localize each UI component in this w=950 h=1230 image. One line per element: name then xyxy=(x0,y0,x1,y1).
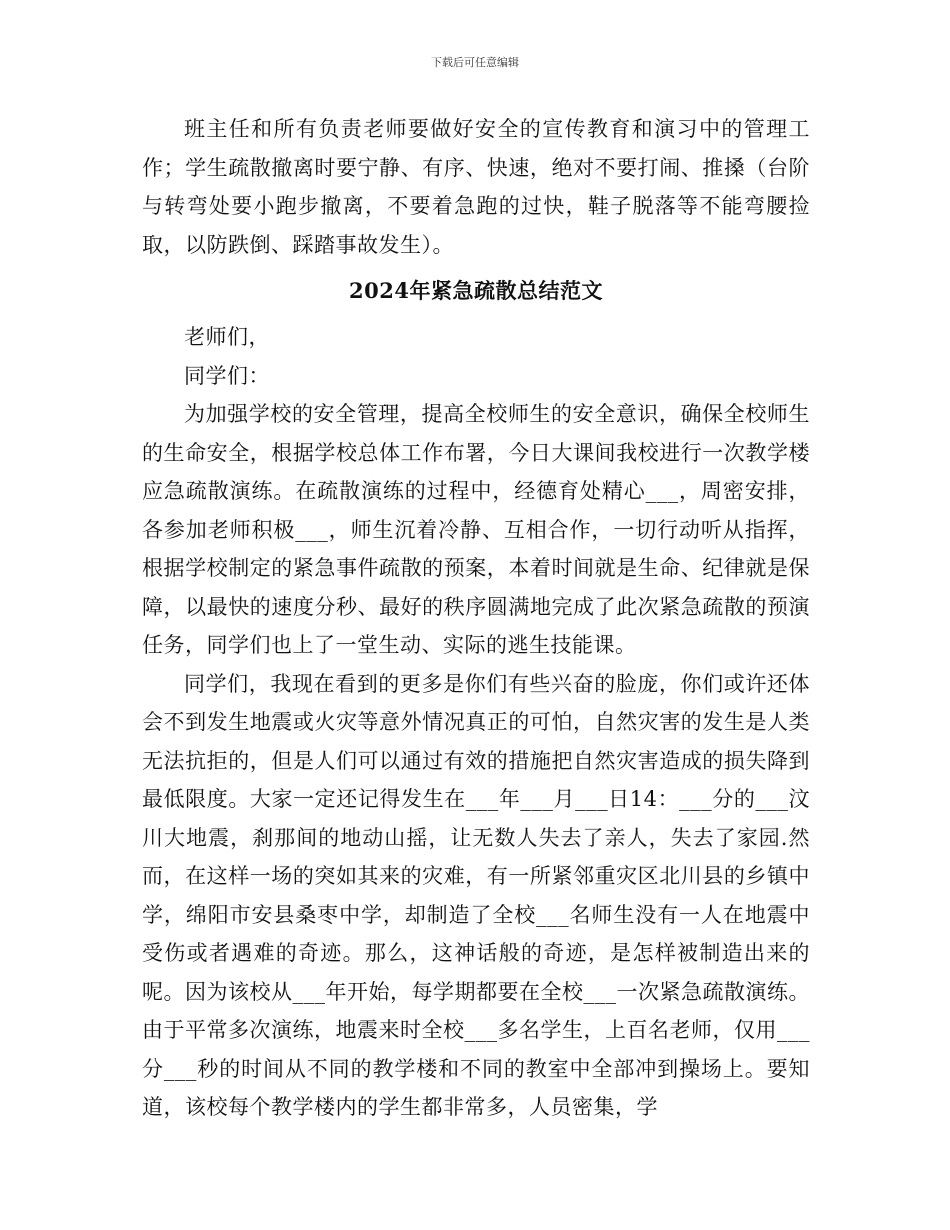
page-header-note: 下载后可任意编辑 xyxy=(431,56,519,69)
document-title: 2024年紧急疏散总结范文 xyxy=(349,278,603,303)
document-body xyxy=(142,110,810,1127)
body-paragraph-1: 为加强学校的安全管理，提高全校师生的安全意识，确保全校师生的生命安全，根据学校总体工作布署，今日大课间我校进行一次教学楼应急疏散演练。在疏散演练的过程中，经德育处精心___，周密安排，各参加老师积极___，师生沉着冷静、互相合作，一切行动听从指挥，根据学校制定的紧急事件疏散的预案，本着时间就是生命、纪律就是保障，以最快的速度分秒、最好的秩序圆满地完成了此次紧急疏散的预演任务，同学们也上了一堂生动、实际的逃生技能课。 xyxy=(142,402,810,657)
salutation-teachers: 老师们， xyxy=(184,325,270,349)
salutation-students: 同学们： xyxy=(184,363,270,388)
body-paragraph-2: 同学们，我现在看到的更多是你们有些兴奋的脸庞，你们或许还体会不到发生地震或火灾等意外情况真正的可怕，自然灾害的发生是人类无法抗拒的，但是人们可以通过有效的措施把自然灾害造成的损失降到最低限度。大家一定还记得发生在___年___月___日14：___分的___汶川大地震，刹那间的地动山摇，让无数人失去了亲人，失去了家园.然而，在这样一场的突如其来的灾难，有一所紧邻重灾区北川县的乡镇中学，绵阳市安县桑枣中学，却制造了全校___名师生没有一人在地震中受伤或者遇难的奇迹。那么，这神话般的奇迹，是怎样被制造出来的呢。因为该校从___年开始，每学期都要在全校___一次紧急疏散演练。由于平常多次演练，地震来时全校___多名学生，上百名老师，仅用___分___秒的时间从不同的教学楼和不同的教室中全部冲到操场上。要知道，该校每个教学楼内的学生都非常多，人员密集，学 xyxy=(142,671,810,1119)
intro-paragraph: 班主任和所有负责老师要做好安全的宣传教育和演习中的管理工作；学生疏散撤离时要宁静、有序、快速，绝对不要打闹、推搡（台阶与转弯处要小跑步撤离，不要着急跑的过快，鞋子脱落等不能弯腰捡取，以防跌倒、踩踏事故发生）。 xyxy=(142,117,810,257)
